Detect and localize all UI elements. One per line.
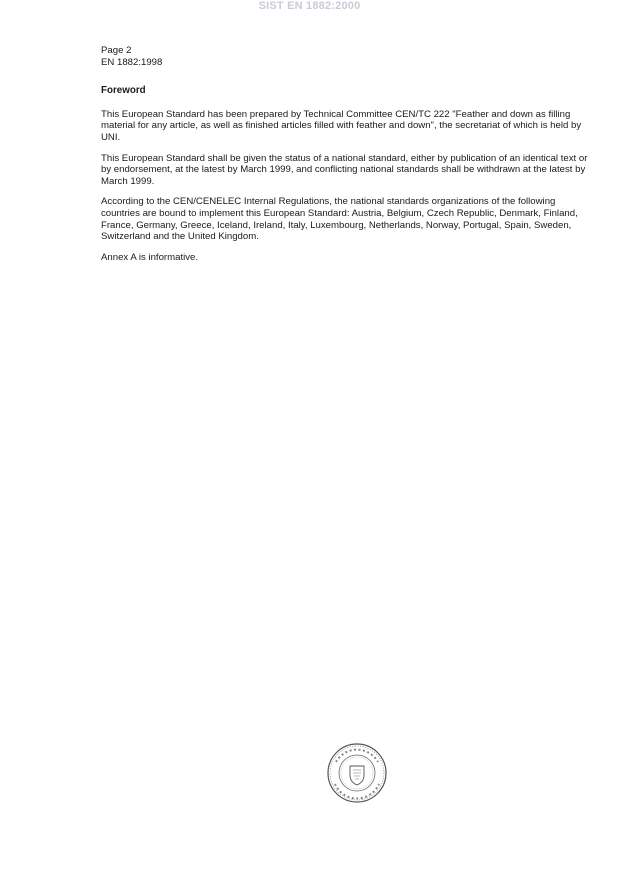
document-number: EN 1882:1998 <box>101 56 163 68</box>
foreword-paragraph-4: Annex A is informative. <box>101 251 199 263</box>
foreword-paragraph-2: This European Standard shall be given the status of a national standard, either by publication of an identical text or by endorsement, at the latest by March 1999, and conflicting national standards shall be withdrawn at the latest by March 1999. <box>101 152 588 187</box>
watermark: SIST EN 1882:2000 <box>258 0 361 12</box>
foreword-paragraph-3: According to the CEN/CENELEC Internal Regulations, the national standards organizations of the following countries are bound to implement this European Standard: Austria, Belgium, Czech Republic, Denmark, Finland, France, Germany, Greece, Iceland, Ireland, Italy, Luxembourg, Netherlands, Norway, Portugal, Spain, Sweden, Switzerland and the United Kingdom. <box>101 196 578 243</box>
page-number: Page 2 <box>101 45 132 56</box>
official-stamp-seal-icon <box>326 742 388 804</box>
foreword-heading: Foreword <box>101 85 146 97</box>
document-page <box>101 45 591 272</box>
foreword-paragraph-1: This European Standard has been prepared by Technical Committee CEN/TC 222 "Feather and down as filling material for any article, as well as finished articles filled with feather and down", the secretariat of which is held by UNI. <box>101 108 582 143</box>
